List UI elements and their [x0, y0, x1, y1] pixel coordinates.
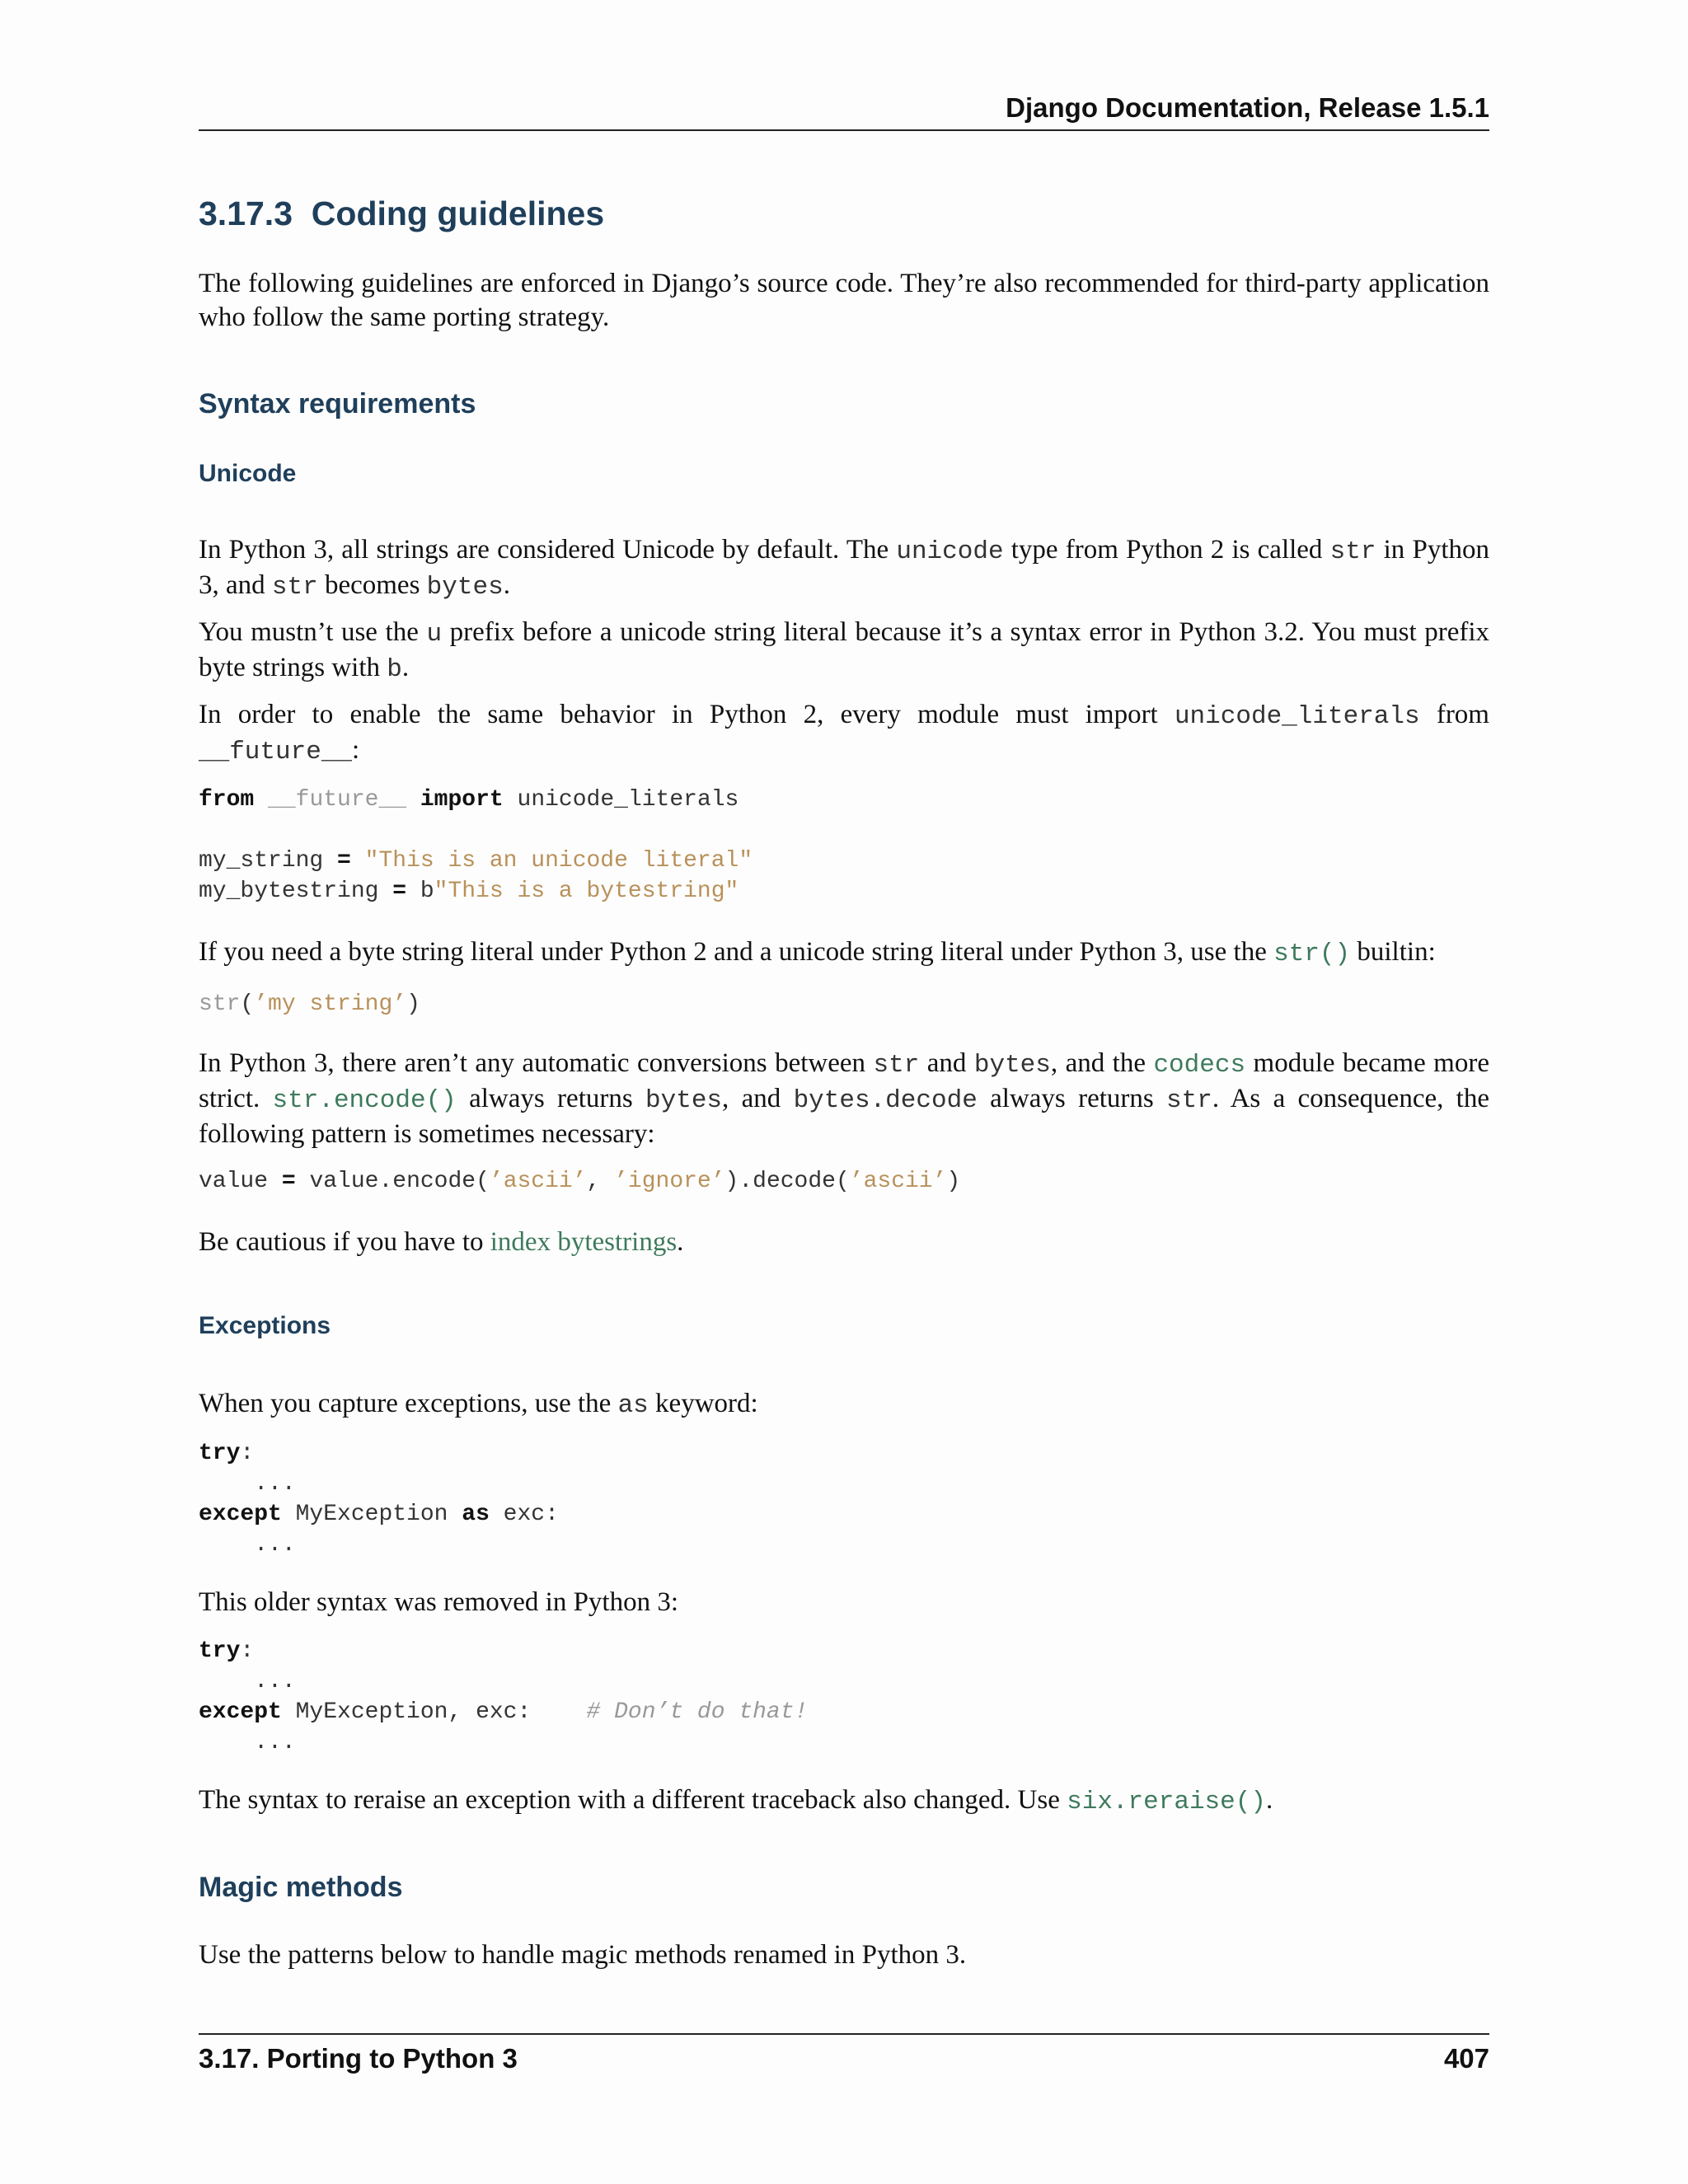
magic-methods-paragraph: Use the patterns below to handle magic methods renamed in Python 3. [199, 1940, 967, 1970]
exceptions-paragraph-1: When you capture exceptions, use the as keyword: [199, 1389, 758, 1420]
six-reraise-link[interactable]: six.reraise() [1067, 1788, 1266, 1816]
unicode-paragraph-6: Be cautious if you have to index bytestrings. [199, 1227, 684, 1257]
unicode-paragraph-4: If you need a byte string literal under Python 2 and a unicode string literal under Python 3, use the str() builtin: [199, 937, 1436, 968]
section-number: 3.17.3 [199, 194, 293, 232]
section-title: Coding guidelines [311, 194, 605, 232]
unicode-paragraph-2: You mustn’t use the u prefix before a unicode string literal because it’s a syntax error in Python 3.2. You must prefix byte strings with b. [199, 617, 1490, 684]
running-header: Django Documentation, Release 1.5.1 [1006, 92, 1489, 123]
unicode-paragraph-5: In Python 3, there aren’t any automatic conversions between str and bytes, and the codecs module became more strict. str.encode() always returns bytes, and bytes.decode always returns str. As a consequence, the following pattern is sometimes necessary: [199, 1048, 1489, 1149]
exceptions-paragraph-3: The syntax to reraise an exception with a different traceback also changed. Use six.reraise(). [199, 1785, 1273, 1816]
str-builtin-link[interactable]: str() [1273, 940, 1351, 968]
footer-section: 3.17. Porting to Python 3 [199, 2043, 518, 2074]
index-bytestrings-link[interactable]: index bytestrings [490, 1227, 678, 1257]
unicode-paragraph-1: In Python 3, all strings are considered Unicode by default. The unicode type from Python 2 is called str in Python 3, and str becomes bytes. [199, 535, 1489, 602]
code-block-future-import: from __future__ import unicode_literals my_string = "This is an unicode literal" my_bytestring = b"This is a bytestring" [199, 787, 753, 904]
unicode-heading: Unicode [199, 460, 297, 487]
exceptions-paragraph-2: This older syntax was removed in Python 3: [199, 1587, 679, 1617]
code-block-try-as: try: ... except MyException as exc: ... [199, 1441, 559, 1558]
intro-paragraph: The following guidelines are enforced in Django’s source code. They’re also recommended for third-party application who follow the same porting strategy. [199, 269, 1489, 332]
unicode-paragraph-3: In order to enable the same behavior in Python 2, every module must import unicode_literals from __future__: [199, 700, 1489, 766]
code-block-encode-decode: value = value.encode(’ascii’, ’ignore’).decode(’ascii’) [199, 1169, 961, 1194]
syntax-heading: Syntax requirements [199, 388, 476, 419]
exceptions-heading: Exceptions [199, 1312, 331, 1339]
codecs-link[interactable]: codecs [1153, 1051, 1246, 1080]
footer-rule [199, 2033, 1489, 2035]
magic-methods-heading: Magic methods [199, 1872, 403, 1903]
code-block-str: str(’my string’) [199, 991, 420, 1017]
section-heading [199, 194, 604, 233]
header-rule [199, 129, 1489, 131]
str-encode-link[interactable]: str.encode() [272, 1086, 457, 1115]
page-number: 407 [1443, 2043, 1489, 2074]
code-block-try-old: try: ... except MyException, exc: # Don’t do that! ... [199, 1638, 809, 1755]
